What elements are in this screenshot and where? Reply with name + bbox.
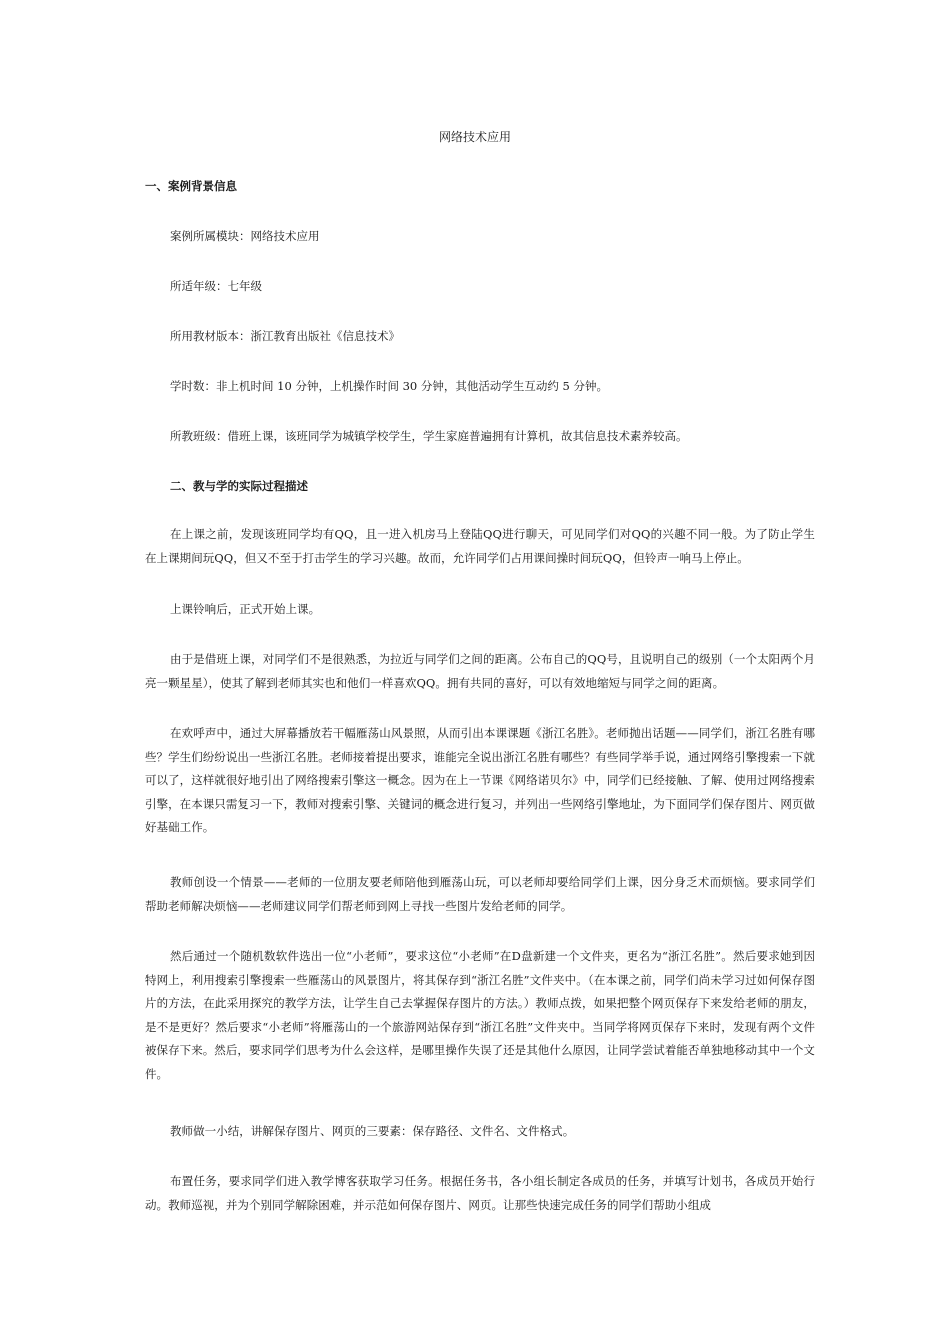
paragraph-class-start: 上课铃响后，正式开始上课。 xyxy=(170,602,321,616)
paragraph-assign-task: 布置任务，要求同学们进入教学博客获取学习任务。根据任务书，各小组长制定各成员的任务，并填写计划书，各成员开始行动。教师巡视，并为个别同学解除困难，并示范如何保存图片、网页。让那些快速完成任务的同学们帮助小组成 xyxy=(145,1174,815,1212)
document-title: 网络技术应用 xyxy=(438,130,511,144)
paragraph-qq: 在上课之前，发现该班同学均有QQ，且一进入机房马上登陆QQ进行聊天，可见同学们对QQ的兴趣不同一般。为了防止学生在上课期间玩QQ，但又不至于打击学生的学习兴趣。故而，允许同学们占用课间操时间玩QQ，但铃声一响马上停止。 xyxy=(145,527,815,565)
paragraph-search-engine: 在欢呼声中，通过大屏幕播放若干幅雁荡山风景照，从而引出本课课题《浙江名胜》。老师抛出话题——同学们，浙江名胜有哪些？学生们纷纷说出一些浙江名胜。老师接着提出要求，谁能完全说出浙江名胜有哪些？有些同学举手说，通过网络引擎搜索一下就可以了，这样就很好地引出了网络搜索引擎这一概念。因为在上一节课《网络诺贝尔》中，同学们已经接触、了解、使用过网络搜索引擎，在本课只需复习一下，教师对搜索引擎、关键词的概念进行复习，并列出一些网络引擎地址，为下面同学们保存图片、网页做好基础工作。 xyxy=(145,726,815,834)
meta-textbook: 所用教材版本：浙江教育出版社《信息技术》 xyxy=(170,329,400,343)
section-heading-process: 二、教与学的实际过程描述 xyxy=(170,479,308,493)
section-heading-background: 一、案例背景信息 xyxy=(145,179,237,193)
meta-module: 案例所属模块：网络技术应用 xyxy=(170,229,320,243)
paragraph-introduction: 由于是借班上课，对同学们不是很熟悉，为拉近与同学们之间的距离。公布自己的QQ号，且说明自己的级别（一个太阳两个月亮一颗星星），使其了解到老师其实也和他们一样喜欢QQ。拥有共同的喜好，可以有效地缩短与同学之间的距离。 xyxy=(145,652,815,690)
paragraph-scenario: 教师创设一个情景——老师的一位朋友要老师陪他到雁荡山玩，可以老师却要给同学们上课，因分身乏术而烦恼。要求同学们帮助老师解决烦恼——老师建议同学们帮老师到网上寻找一些图片发给老师的同学。 xyxy=(145,875,815,913)
paragraph-little-teacher: 然后通过一个随机数软件选出一位“小老师”，要求这位“小老师”在D盘新建一个文件夹，更名为“浙江名胜”。然后要求她到因特网上，利用搜索引擎搜索一些雁荡山的风景图片，将其保存到“浙江名胜”文件夹中。（在本课之前，同学们尚未学习过如何保存图片的方法，在此采用探究的教学方法，让学生自己去掌握保存图片的方法。）教师点拨，如果把整个网页保存下来发给老师的朋友，是不是更好？然后要求“小老师”将雁荡山的一个旅游网站保存到“浙江名胜”文件夹中。当同学将网页保存下来时，发现有两个文件被保存下来。然后，要求同学们思考为什么会这样，是哪里操作失误了还是其他什么原因，让同学尝试着能否单独地移动其中一个文件。 xyxy=(145,949,815,1081)
paragraph-summary: 教师做一小结，讲解保存图片、网页的三要素：保存路径、文件名、文件格式。 xyxy=(170,1124,575,1138)
meta-hours: 学时数：非上机时间 10 分钟，上机操作时间 30 分钟，其他活动学生互动约 5 分钟。 xyxy=(170,379,609,393)
meta-class: 所教班级：借班上课，该班同学为城镇学校学生，学生家庭普遍拥有计算机，故其信息技术素养较高。 xyxy=(170,429,688,443)
meta-grade: 所适年级：七年级 xyxy=(170,279,262,293)
